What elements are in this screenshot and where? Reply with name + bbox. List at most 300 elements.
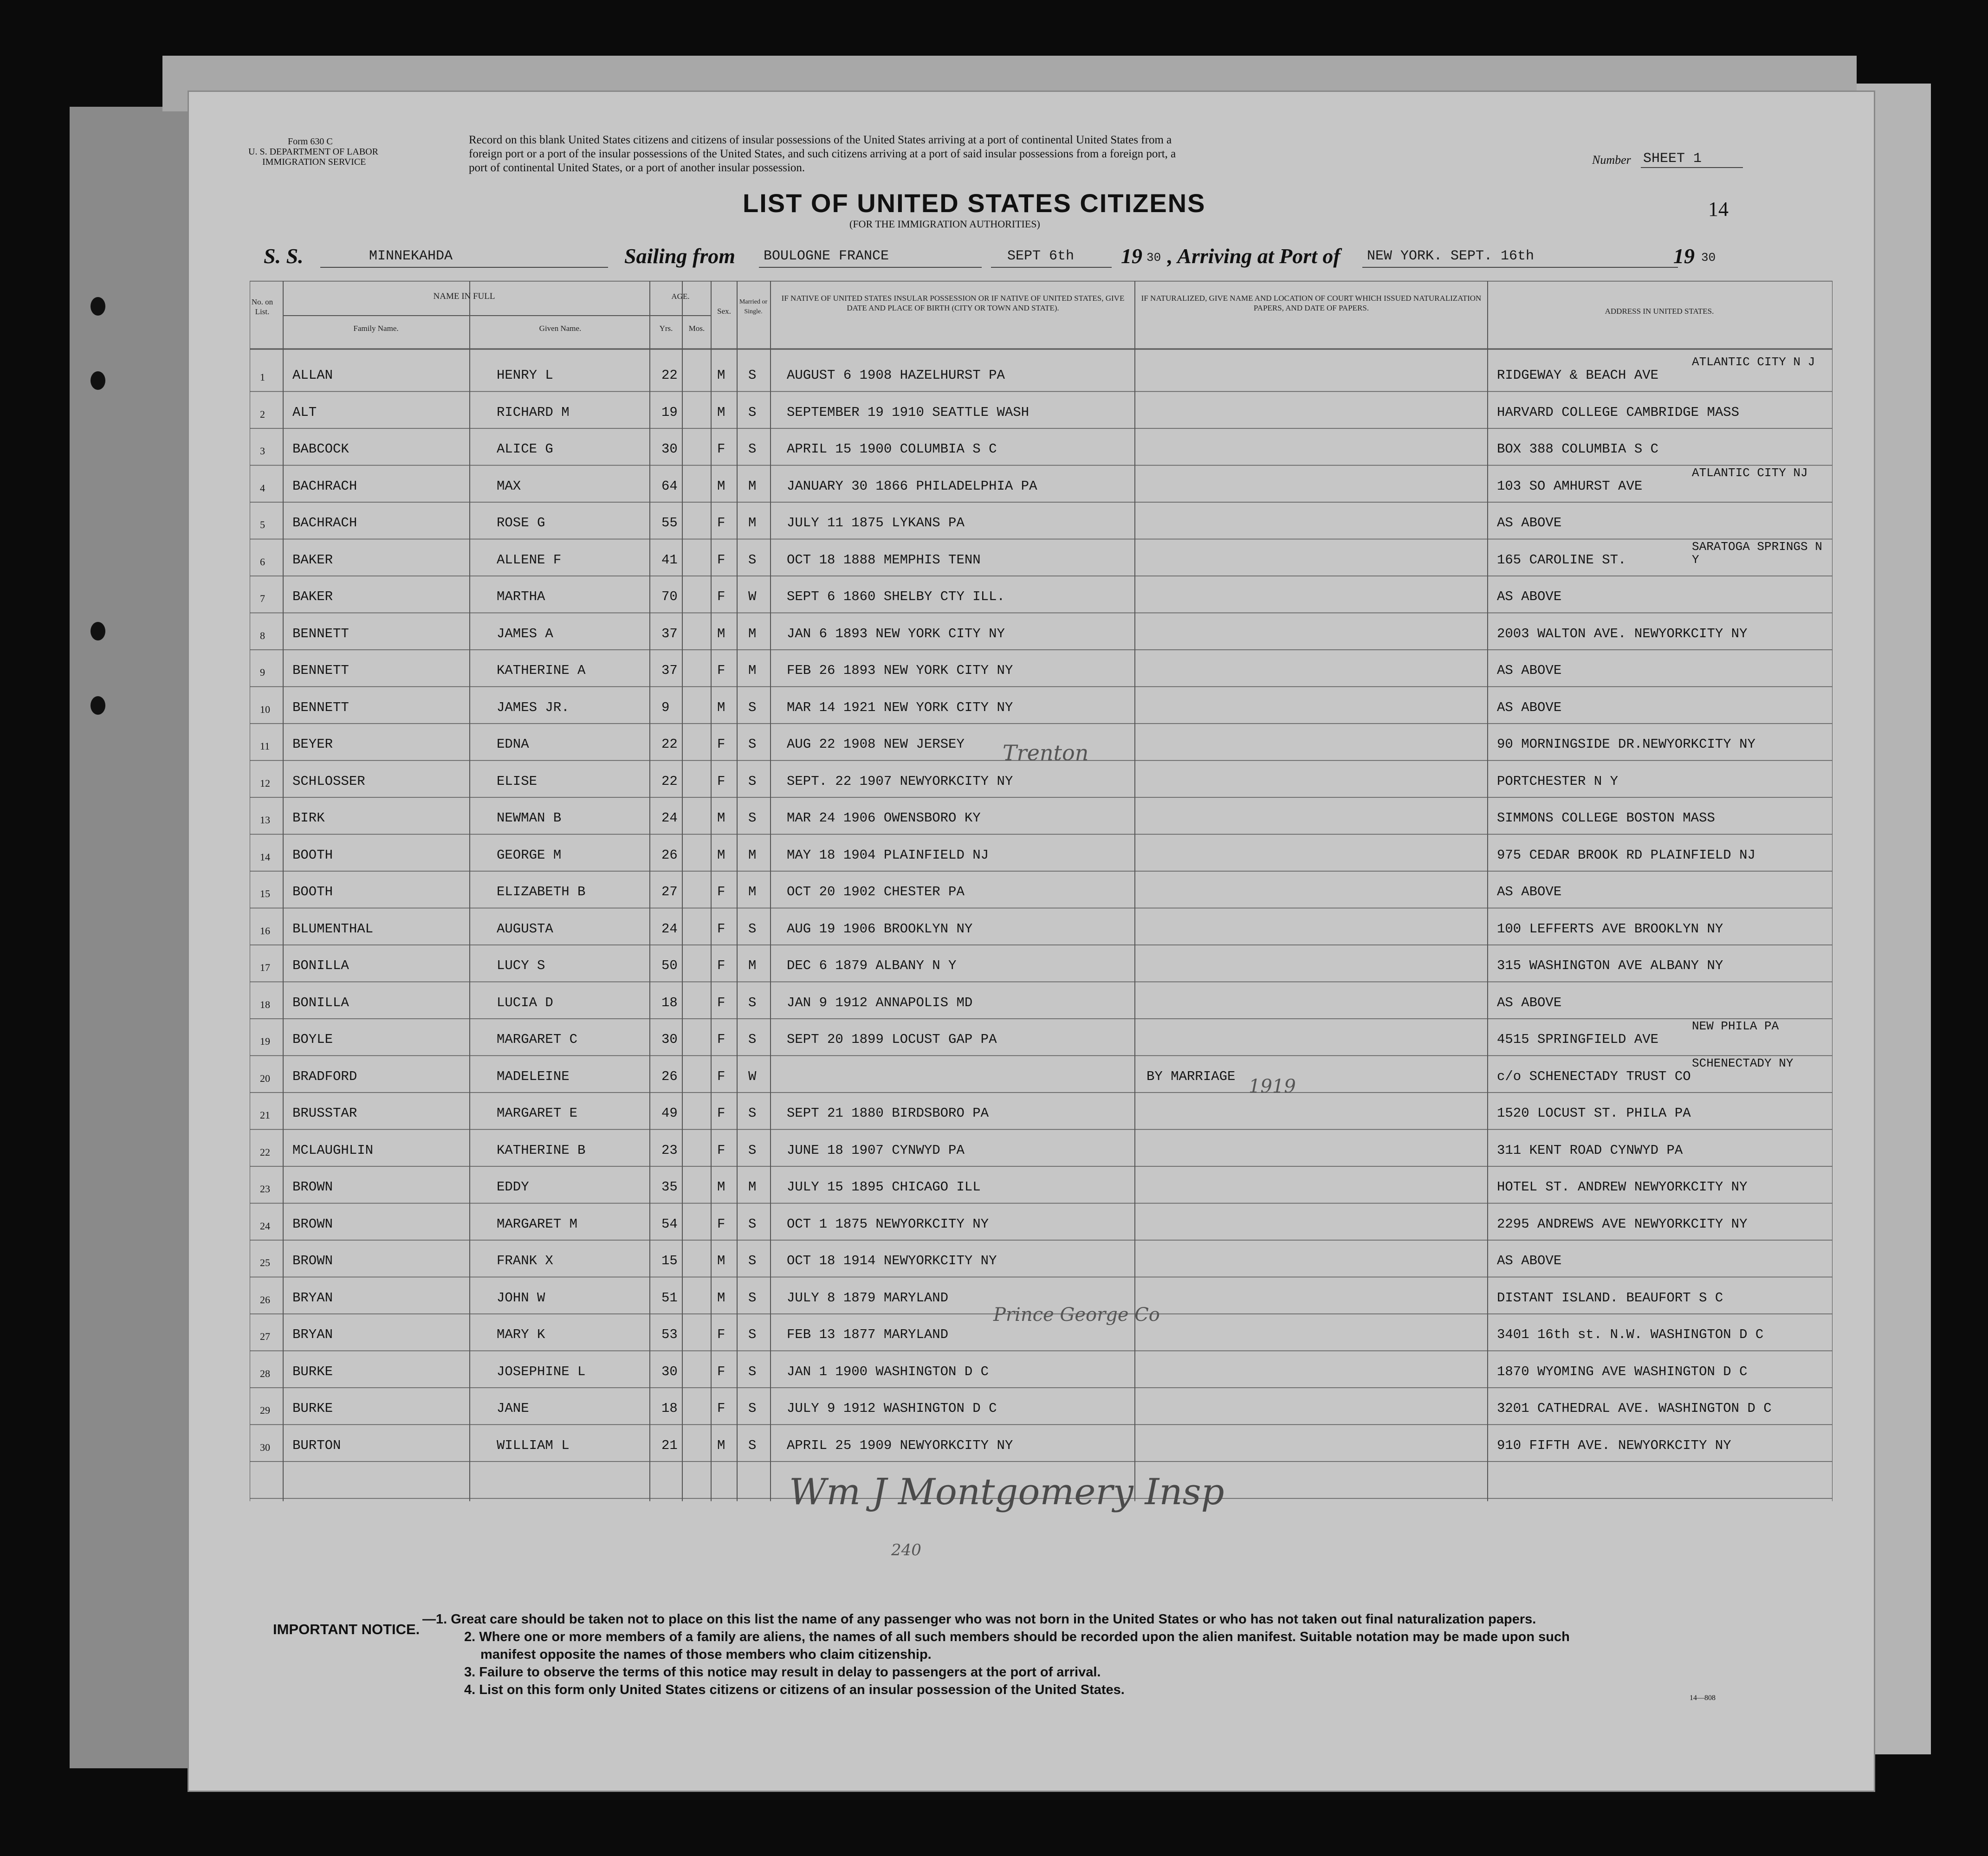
birth-date-place: AUG 19 1906 BROOKLYN NY xyxy=(787,921,973,937)
marital-status: S xyxy=(748,1142,757,1158)
family-name: BOOTH xyxy=(292,884,333,899)
col-marital-heading: Married or Single. xyxy=(739,298,768,315)
family-name: BRADFORD xyxy=(292,1068,357,1084)
sex: F xyxy=(717,1142,725,1158)
arriving-label: , Arriving at Port of xyxy=(1167,244,1340,268)
family-name: BONILLA xyxy=(292,995,349,1010)
address: AS ABOVE xyxy=(1497,515,1562,530)
sex: F xyxy=(717,515,725,530)
page-title: LIST OF UNITED STATES CITIZENS xyxy=(743,188,1206,218)
address: 165 CAROLINE ST. xyxy=(1497,552,1626,568)
age-years: 24 xyxy=(661,810,678,826)
marital-status: S xyxy=(748,404,757,420)
sex: F xyxy=(717,737,725,752)
family-name: BEYER xyxy=(292,737,333,752)
form-number: Form 630 C xyxy=(288,136,333,147)
sail-year-prefix: 19 xyxy=(1121,244,1142,268)
birth-date-place: MAR 24 1906 OWENSBORO KY xyxy=(787,810,981,826)
birth-date-place: FEB 13 1877 MARYLAND xyxy=(787,1327,949,1342)
age-years: 22 xyxy=(661,368,678,383)
birth-date-place: MAR 14 1921 NEW YORK CITY NY xyxy=(787,699,1013,715)
family-name: BRYAN xyxy=(292,1327,333,1342)
address: AS ABOVE xyxy=(1497,884,1562,899)
row-number: 28 xyxy=(260,1367,270,1379)
sex: F xyxy=(717,663,725,678)
notice-line-2: 2. Where one or more members of a family are aliens, the names of all such members should be recorded upon the alien manifest. Suitable notation may be made upon such xyxy=(464,1630,1570,1644)
row-number: 1 xyxy=(260,371,265,383)
marital-status: S xyxy=(748,552,757,568)
birth-date-place: JAN 1 1900 WASHINGTON D C xyxy=(787,1364,989,1379)
family-name: BROWN xyxy=(292,1179,333,1195)
sailing-underline xyxy=(759,267,982,268)
row-number: 17 xyxy=(260,962,270,973)
given-name: GEORGE M xyxy=(497,847,562,863)
sail-date-underline xyxy=(991,267,1112,268)
sex: F xyxy=(717,441,725,457)
given-name: FRANK X xyxy=(497,1253,553,1268)
col-yrs-heading: Yrs. xyxy=(659,324,673,333)
marital-status: S xyxy=(748,1253,757,1268)
marital-status: S xyxy=(748,1032,757,1047)
number-label: Number xyxy=(1592,153,1631,167)
birth-date-place: AUGUST 6 1908 HAZELHURST PA xyxy=(787,368,1005,383)
inspector-signature: Wm J Montgomery Insp xyxy=(789,1471,1224,1513)
birth-date-place: AUG 22 1908 NEW JERSEY xyxy=(787,737,965,752)
birth-date-place: JULY 15 1895 CHICAGO ILL xyxy=(787,1179,981,1195)
sex: F xyxy=(717,921,725,937)
punch-hole xyxy=(91,297,105,316)
marital-status: S xyxy=(748,773,757,789)
birth-date-place: FEB 26 1893 NEW YORK CITY NY xyxy=(787,663,1013,678)
marital-status: S xyxy=(748,1106,757,1121)
marital-status: M xyxy=(748,958,757,973)
address: RIDGEWAY & BEACH AVE xyxy=(1497,368,1659,383)
sex: F xyxy=(717,552,725,568)
age-years: 15 xyxy=(661,1253,678,1268)
family-name: BROWN xyxy=(292,1253,333,1268)
age-years: 26 xyxy=(661,847,678,863)
birth-date-place: OCT 18 1914 NEWYORKCITY NY xyxy=(787,1253,997,1268)
notice-heading: IMPORTANT NOTICE. xyxy=(273,1621,420,1637)
address-line-2: NEW PHILA PA xyxy=(1692,1019,1779,1033)
sex: F xyxy=(717,1032,725,1047)
given-name: WILLIAM L xyxy=(497,1437,570,1453)
address: 3401 16th st. N.W. WASHINGTON D C xyxy=(1497,1327,1764,1342)
row-number: 25 xyxy=(260,1257,270,1268)
family-name: BACHRACH xyxy=(292,478,357,494)
family-name: BOYLE xyxy=(292,1032,333,1047)
marital-status: S xyxy=(748,699,757,715)
address: 311 KENT ROAD CYNWYD PA xyxy=(1497,1142,1683,1158)
marital-status: M xyxy=(748,663,757,678)
age-years: 18 xyxy=(661,995,678,1010)
birth-date-place: JULY 8 1879 MARYLAND xyxy=(787,1290,949,1306)
row-number: 2 xyxy=(260,408,265,420)
given-name: JOHN W xyxy=(497,1290,545,1306)
punch-hole xyxy=(91,696,105,715)
given-name: MARTHA xyxy=(497,589,545,604)
sailing-label: Sailing from xyxy=(624,244,736,268)
given-name: EDNA xyxy=(497,737,529,752)
family-name: BABCOCK xyxy=(292,441,349,457)
birth-date-place: APRIL 25 1909 NEWYORKCITY NY xyxy=(787,1437,1013,1453)
col-birth-heading: IF NATIVE OF UNITED STATES INSULAR POSSESSION OR IF NATIVE OF UNITED STATES, GIVE DATE AND PLACE OF BIRTH (CITY OR TOWN AND STATE). xyxy=(781,294,1125,312)
row-number: 21 xyxy=(260,1109,270,1121)
family-name: BAKER xyxy=(292,552,333,568)
address: 315 WASHINGTON AVE ALBANY NY xyxy=(1497,958,1723,973)
marital-status: S xyxy=(748,921,757,937)
age-years: 41 xyxy=(661,552,678,568)
given-name: MARGARET E xyxy=(497,1106,578,1121)
row-number: 14 xyxy=(260,851,270,863)
notice-line-1: —1. Great care should be taken not to place on this list the name of any passenger who was not born in the United States or who has not taken out final naturalization papers. xyxy=(422,1612,1536,1627)
given-name: MARGARET M xyxy=(497,1216,578,1232)
address: 100 LEFFERTS AVE BROOKLYN NY xyxy=(1497,921,1723,937)
given-name: JAMES A xyxy=(497,626,553,641)
birth-date-place: OCT 18 1888 MEMPHIS TENN xyxy=(787,552,981,568)
family-name: BROWN xyxy=(292,1216,333,1232)
row-number: 13 xyxy=(260,814,270,826)
arrival-year: 30 xyxy=(1701,251,1716,265)
sex: F xyxy=(717,884,725,899)
ss-label: S. S. xyxy=(264,244,304,268)
arrival-port: NEW YORK. SEPT. 16th xyxy=(1367,248,1535,264)
given-name: MADELEINE xyxy=(497,1068,570,1084)
age-years: 53 xyxy=(661,1327,678,1342)
address: AS ABOVE xyxy=(1497,995,1562,1010)
family-name: BURKE xyxy=(292,1364,333,1379)
given-name: KATHERINE A xyxy=(497,663,586,678)
sheet-number: SHEET 1 xyxy=(1643,151,1702,167)
punch-hole xyxy=(91,371,105,390)
col-address-heading: ADDRESS IN UNITED STATES. xyxy=(1605,307,1714,316)
age-years: 21 xyxy=(661,1437,678,1453)
marital-status: M xyxy=(748,478,757,494)
sex: M xyxy=(717,404,725,420)
sail-year: 30 xyxy=(1146,251,1161,265)
record-instruction-3: port of continental United States, or a port of another insular possession. xyxy=(469,162,805,174)
row-number: 11 xyxy=(260,740,270,752)
sex: F xyxy=(717,1364,725,1379)
col-given-heading: Given Name. xyxy=(539,324,582,333)
given-name: MARY K xyxy=(497,1327,545,1342)
given-name: NEWMAN B xyxy=(497,810,562,826)
address-line-2: ATLANTIC CITY NJ xyxy=(1692,466,1808,480)
given-name: LUCIA D xyxy=(497,995,553,1010)
marital-status: S xyxy=(748,441,757,457)
age-years: 37 xyxy=(661,626,678,641)
marital-status: S xyxy=(748,1216,757,1232)
row-number: 18 xyxy=(260,998,270,1010)
sex: M xyxy=(717,847,725,863)
family-name: ALT xyxy=(292,404,317,420)
marital-status: M xyxy=(748,1179,757,1195)
sex: M xyxy=(717,626,725,641)
col-age-heading: AGE. xyxy=(671,292,690,301)
notice-line-3: 3. Failure to observe the terms of this notice may result in delay to passengers at the port of arrival. xyxy=(464,1665,1101,1680)
given-name: MAX xyxy=(497,478,521,494)
age-years: 37 xyxy=(661,663,678,678)
row-number: 19 xyxy=(260,1035,270,1047)
form-code: 14—808 xyxy=(1690,1694,1716,1702)
given-name: MARGARET C xyxy=(497,1032,578,1047)
sex: M xyxy=(717,1179,725,1195)
given-name: ELISE xyxy=(497,773,537,789)
age-years: 50 xyxy=(661,958,678,973)
marital-status: S xyxy=(748,810,757,826)
birth-date-place: JULY 11 1875 LYKANS PA xyxy=(787,515,965,530)
family-name: BLUMENTHAL xyxy=(292,921,374,937)
family-name: BENNETT xyxy=(292,663,349,678)
birth-date-place: JUNE 18 1907 CYNWYD PA xyxy=(787,1142,965,1158)
given-name: KATHERINE B xyxy=(497,1142,586,1158)
given-name: ROSE G xyxy=(497,515,545,530)
page-subtitle: (FOR THE IMMIGRATION AUTHORITIES) xyxy=(849,218,1040,230)
col-family-heading: Family Name. xyxy=(353,324,399,333)
birth-date-place: SEPT 21 1880 BIRDSBORO PA xyxy=(787,1106,989,1121)
row-number: 29 xyxy=(260,1404,270,1416)
col-sex-heading: Sex. xyxy=(717,307,731,316)
birth-date-place: JAN 9 1912 ANNAPOLIS MD xyxy=(787,995,973,1010)
marital-status: S xyxy=(748,1401,757,1416)
given-name: JAMES JR. xyxy=(497,699,570,715)
row-number: 22 xyxy=(260,1146,270,1158)
age-years: 55 xyxy=(661,515,678,530)
address-line-2: SARATOGA SPRINGS N Y xyxy=(1692,539,1822,567)
ship-underline xyxy=(320,267,608,268)
record-instruction-1: Record on this blank United States citizens and citizens of insular possessions of the United States arriving at a port of continental United States from a xyxy=(469,134,1172,146)
sex: F xyxy=(717,958,725,973)
birth-date-place: SEPTEMBER 19 1910 SEATTLE WASH xyxy=(787,404,1030,420)
address: 3201 CATHEDRAL AVE. WASHINGTON D C xyxy=(1497,1401,1772,1416)
row-number: 15 xyxy=(260,888,270,899)
given-name: LUCY S xyxy=(497,958,545,973)
age-years: 70 xyxy=(661,589,678,604)
age-years: 22 xyxy=(661,773,678,789)
address: AS ABOVE xyxy=(1497,1253,1562,1268)
age-years: 23 xyxy=(661,1142,678,1158)
sex: F xyxy=(717,589,725,604)
notice-line-2b: manifest opposite the names of those members who claim citizenship. xyxy=(480,1647,932,1662)
given-name: RICHARD M xyxy=(497,404,570,420)
given-name: JOSEPHINE L xyxy=(497,1364,586,1379)
row-number: 20 xyxy=(260,1072,270,1084)
page-number: 14 xyxy=(1708,198,1729,220)
sex: M xyxy=(717,810,725,826)
address: c/o SCHENECTADY TRUST CO xyxy=(1497,1068,1691,1084)
row-number: 16 xyxy=(260,925,270,937)
col-naturalized-heading: IF NATURALIZED, GIVE NAME AND LOCATION OF COURT WHICH ISSUED NATURALIZATION PAPERS, AND DATE OF PAPERS. xyxy=(1141,294,1482,312)
arrival-year-prefix: 19 xyxy=(1673,244,1695,268)
birth-date-place: DEC 6 1879 ALBANY N Y xyxy=(787,958,957,973)
address: SIMMONS COLLEGE BOSTON MASS xyxy=(1497,810,1715,826)
family-name: SCHLOSSER xyxy=(292,773,365,789)
age-years: 30 xyxy=(661,441,678,457)
given-name: ALLENE F xyxy=(497,552,562,568)
col-no-heading: No. on List. xyxy=(251,297,273,316)
marital-status: S xyxy=(748,368,757,383)
marital-status: W xyxy=(748,1068,757,1084)
sex: M xyxy=(717,478,725,494)
handwritten-prince-george: Prince George Co xyxy=(993,1304,1160,1326)
age-years: 30 xyxy=(661,1364,678,1379)
family-name: BRYAN xyxy=(292,1290,333,1306)
family-name: BONILLA xyxy=(292,958,349,973)
sex: M xyxy=(717,1437,725,1453)
number-underline xyxy=(1641,167,1743,168)
row-number: 10 xyxy=(260,703,270,715)
sail-date: SEPT 6th xyxy=(1007,248,1075,264)
service-name: IMMIGRATION SERVICE xyxy=(262,157,366,167)
given-name: JANE xyxy=(497,1401,529,1416)
age-years: 19 xyxy=(661,404,678,420)
birth-date-place: SEPT. 22 1907 NEWYORKCITY NY xyxy=(787,773,1013,789)
family-name: BURTON xyxy=(292,1437,341,1453)
address: HOTEL ST. ANDREW NEWYORKCITY NY xyxy=(1497,1179,1748,1195)
family-name: ALLAN xyxy=(292,368,333,383)
age-years: 22 xyxy=(661,737,678,752)
marital-status: S xyxy=(748,995,757,1010)
sailing-from: BOULOGNE FRANCE xyxy=(764,248,889,264)
address: 4515 SPRINGFIELD AVE xyxy=(1497,1032,1659,1047)
age-years: 9 xyxy=(661,699,670,715)
sex: F xyxy=(717,1327,725,1342)
row-number: 5 xyxy=(260,519,265,530)
record-instruction-2: foreign port or a port of the insular possessions of the United States, and such citizens arriving at a port of said insular possessions from a foreign port, a xyxy=(469,148,1176,160)
family-name: BAKER xyxy=(292,589,333,604)
family-name: BIRK xyxy=(292,810,325,826)
sex: F xyxy=(717,1106,725,1121)
birth-date-place: OCT 1 1875 NEWYORKCITY NY xyxy=(787,1216,989,1232)
sex: F xyxy=(717,773,725,789)
given-name: EDDY xyxy=(497,1179,529,1195)
given-name: ALICE G xyxy=(497,441,553,457)
address: 975 CEDAR BROOK RD PLAINFIELD NJ xyxy=(1497,847,1755,863)
age-years: 64 xyxy=(661,478,678,494)
given-name: AUGUSTA xyxy=(497,921,553,937)
family-name: BENNETT xyxy=(292,699,349,715)
punch-hole xyxy=(91,622,105,640)
age-years: 26 xyxy=(661,1068,678,1084)
col-mos-heading: Mos. xyxy=(688,324,705,333)
naturalization: BY MARRIAGE xyxy=(1146,1068,1236,1084)
age-years: 24 xyxy=(661,921,678,937)
row-number: 8 xyxy=(260,629,265,641)
sex: F xyxy=(717,1216,725,1232)
address: HARVARD COLLEGE CAMBRIDGE MASS xyxy=(1497,404,1740,420)
birth-date-place: JANUARY 30 1866 PHILADELPHIA PA xyxy=(787,478,1037,494)
marital-status: M xyxy=(748,884,757,899)
birth-date-place: SEPT 6 1860 SHELBY CTY ILL. xyxy=(787,589,1005,604)
birth-date-place: APRIL 15 1900 COLUMBIA S C xyxy=(787,441,997,457)
marital-status: S xyxy=(748,1290,757,1306)
marital-status: M xyxy=(748,626,757,641)
address: AS ABOVE xyxy=(1497,663,1562,678)
sex: F xyxy=(717,1401,725,1416)
family-name: BACHRACH xyxy=(292,515,357,530)
marital-status: M xyxy=(748,515,757,530)
family-name: BOOTH xyxy=(292,847,333,863)
family-name: BENNETT xyxy=(292,626,349,641)
age-years: 49 xyxy=(661,1106,678,1121)
row-number: 23 xyxy=(260,1183,270,1195)
row-number: 12 xyxy=(260,777,270,789)
address: AS ABOVE xyxy=(1497,699,1562,715)
row-number: 4 xyxy=(260,482,265,494)
address: 2003 WALTON AVE. NEWYORKCITY NY xyxy=(1497,626,1748,641)
address: PORTCHESTER N Y xyxy=(1497,773,1619,789)
family-name: BRUSSTAR xyxy=(292,1106,357,1121)
address-line-2: SCHENECTADY NY xyxy=(1692,1056,1794,1070)
address: BOX 388 COLUMBIA S C xyxy=(1497,441,1659,457)
row-number: 27 xyxy=(260,1331,270,1342)
age-years: 35 xyxy=(661,1179,678,1195)
sex: F xyxy=(717,1068,725,1084)
address: 1520 LOCUST ST. PHILA PA xyxy=(1497,1106,1691,1121)
marital-status: S xyxy=(748,1327,757,1342)
address: DISTANT ISLAND. BEAUFORT S C xyxy=(1497,1290,1723,1306)
address: 2295 ANDREWS AVE NEWYORKCITY NY xyxy=(1497,1216,1748,1232)
address: 90 MORNINGSIDE DR.NEWYORKCITY NY xyxy=(1497,737,1755,752)
sex: M xyxy=(717,699,725,715)
birth-date-place: SEPT 20 1899 LOCUST GAP PA xyxy=(787,1032,997,1047)
department-name: U. S. DEPARTMENT OF LABOR xyxy=(248,147,378,157)
age-years: 51 xyxy=(661,1290,678,1306)
ship-name: MINNEKAHDA xyxy=(369,248,453,264)
marital-status: W xyxy=(748,589,757,604)
sex: M xyxy=(717,368,725,383)
marital-status: S xyxy=(748,1437,757,1453)
age-years: 27 xyxy=(661,884,678,899)
address: 910 FIFTH AVE. NEWYORKCITY NY xyxy=(1497,1437,1731,1453)
family-name: BURKE xyxy=(292,1401,333,1416)
handwritten-trenton: Trenton xyxy=(1003,740,1089,765)
sex: M xyxy=(717,1253,725,1268)
address: AS ABOVE xyxy=(1497,589,1562,604)
row-number: 24 xyxy=(260,1220,270,1232)
age-years: 54 xyxy=(661,1216,678,1232)
row-number: 30 xyxy=(260,1441,270,1453)
row-number: 7 xyxy=(260,593,265,604)
handwritten-year: 1919 xyxy=(1249,1076,1296,1097)
birth-date-place: JULY 9 1912 WASHINGTON D C xyxy=(787,1401,997,1416)
page-mark: 240 xyxy=(891,1541,921,1559)
row-number: 3 xyxy=(260,445,265,457)
row-number: 26 xyxy=(260,1293,270,1306)
marital-status: S xyxy=(748,737,757,752)
marital-status: S xyxy=(748,1364,757,1379)
row-number: 9 xyxy=(260,666,265,678)
address: 1870 WYOMING AVE WASHINGTON D C xyxy=(1497,1364,1748,1379)
given-name: ELIZABETH B xyxy=(497,884,586,899)
birth-date-place: MAY 18 1904 PLAINFIELD NJ xyxy=(787,847,989,863)
birth-date-place: JAN 6 1893 NEW YORK CITY NY xyxy=(787,626,1005,641)
birth-date-place: OCT 20 1902 CHESTER PA xyxy=(787,884,965,899)
age-years: 18 xyxy=(661,1401,678,1416)
sex: M xyxy=(717,1290,725,1306)
age-years: 30 xyxy=(661,1032,678,1047)
address: 103 SO AMHURST AVE xyxy=(1497,478,1643,494)
col-name-heading: NAME IN FULL xyxy=(433,291,495,301)
family-name: MCLAUGHLIN xyxy=(292,1142,374,1158)
sex: F xyxy=(717,995,725,1010)
arrival-underline xyxy=(1362,267,1678,268)
marital-status: M xyxy=(748,847,757,863)
row-number: 6 xyxy=(260,556,265,568)
address-line-2: ATLANTIC CITY N J xyxy=(1692,355,1815,369)
notice-line-4: 4. List on this form only United States citizens or citizens of an insular possession of the United States. xyxy=(464,1682,1125,1697)
given-name: HENRY L xyxy=(497,368,553,383)
